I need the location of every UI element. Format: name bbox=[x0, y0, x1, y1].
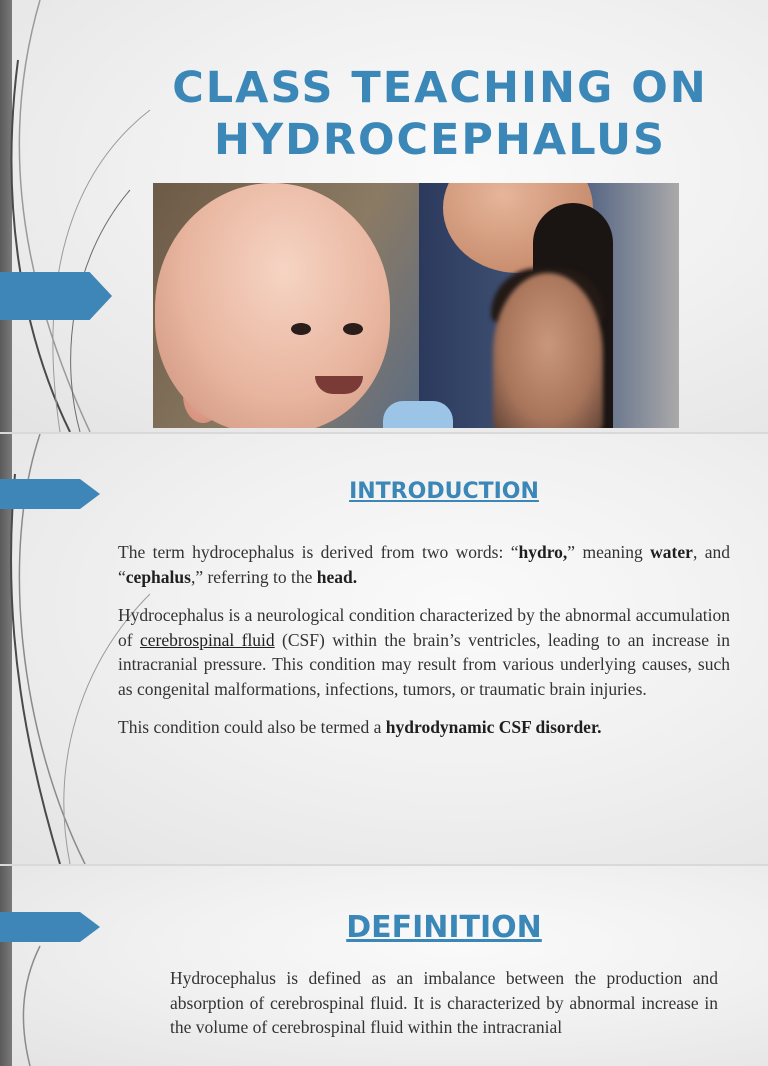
definition-body bbox=[170, 966, 718, 1054]
text-run: Hydrocephalus is a neurological condition characterized by the abnormal accumulation of bbox=[118, 605, 730, 650]
slide-title bbox=[150, 62, 730, 166]
title-slide bbox=[0, 0, 768, 432]
arrow-tab bbox=[0, 272, 112, 320]
decorative-swoosh bbox=[0, 866, 160, 1066]
arrow-tab bbox=[0, 479, 100, 509]
child-with-hydrocephalus-photo bbox=[153, 183, 679, 428]
bold-term: hydro, bbox=[518, 542, 568, 562]
title-line-2: HYDROCEPHALUS bbox=[214, 115, 666, 165]
decorative-swoosh bbox=[0, 0, 160, 432]
bold-term: water bbox=[650, 542, 693, 562]
introduction-body bbox=[118, 540, 730, 754]
bold-term: cephalus bbox=[125, 566, 191, 587]
bold-term: hydrodynamic CSF disorder. bbox=[385, 717, 602, 737]
definition-heading: DEFINITION bbox=[346, 910, 542, 945]
arrow-tab bbox=[0, 912, 100, 942]
text-run: ,” referring to the bbox=[190, 566, 317, 587]
text-run: ” meaning bbox=[567, 542, 651, 562]
intro-paragraph-3 bbox=[118, 715, 730, 740]
definition-paragraph: Hydrocephalus is defined as an imbalance between the production and absorption of cerebrospinal fluid. It is characterized by abnormal increase in the volume of cerebrospinal fluid within the intracranial bbox=[170, 968, 718, 1037]
intro-paragraph-1 bbox=[118, 540, 730, 589]
introduction-heading: INTRODUCTION bbox=[349, 479, 539, 504]
cerebrospinal-fluid-link[interactable]: cerebrospinal fluid bbox=[139, 629, 275, 650]
bold-term: head. bbox=[316, 566, 358, 587]
intro-paragraph-2 bbox=[118, 603, 730, 701]
text-run: , and “ bbox=[118, 542, 730, 587]
introduction-slide bbox=[0, 434, 768, 864]
title-line-1: CLASS TEACHING ON bbox=[172, 63, 708, 113]
text-run: This condition could also be termed a bbox=[118, 717, 386, 737]
text-run: The term hydrocephalus is derived from two words: “ bbox=[118, 542, 519, 562]
definition-slide bbox=[0, 866, 768, 1066]
text-run: (CSF) within the brain’s ventricles, leading to an increase in intracranial pressure. This condition may result from various underlying causes, such as congenital malformations, infections, tumors, or traumatic brain injuries. bbox=[118, 629, 731, 699]
